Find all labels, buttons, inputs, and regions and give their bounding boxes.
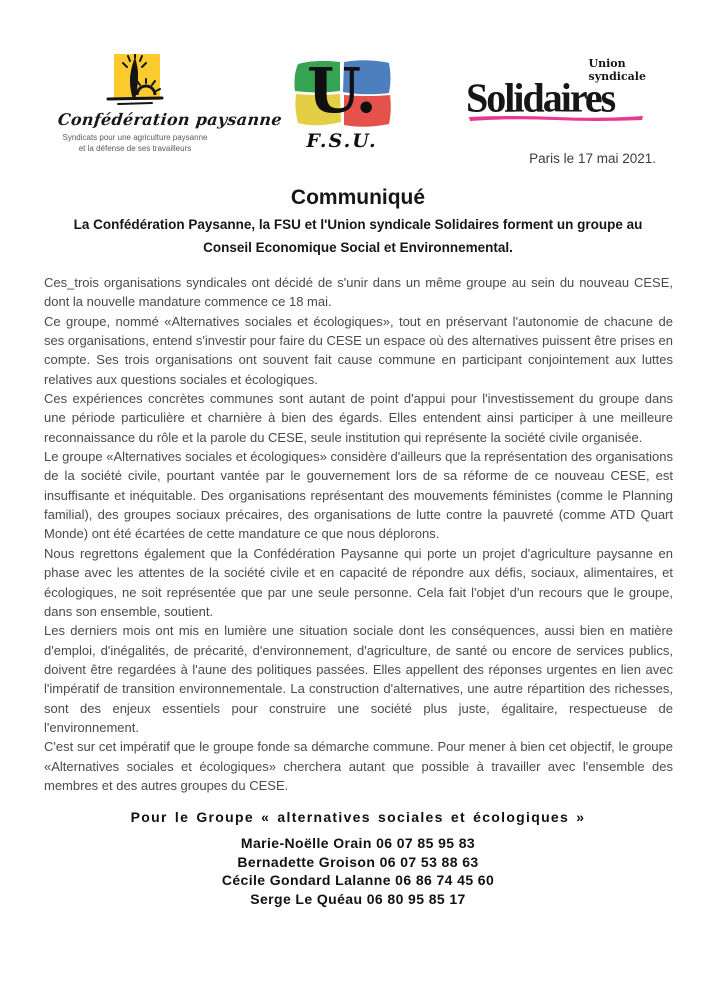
solidaires-union-line1: Union bbox=[588, 57, 626, 70]
paragraph: Les derniers mois ont mis en lumière une situation sociale dont les conséquences, aussi bien en matière d'emploi, d'inégalités, de précarité, d'environnement, d'agriculture, de santé ou encore de services publics, doivent être regardées à l'aune des politiques passées. Elles appellent des réponses urgentes en lien avec l'impératif de transition environnementale. La construction d'alternatives, une autre répartition des richesses, sont des enjeux essentiels pour construire une société plus juste, égalitaire, respectueuse de l'environnement. bbox=[44, 623, 673, 735]
solidaires-wordmark: Solidaires bbox=[466, 74, 615, 121]
date-line: Paris le 17 mai 2021. bbox=[529, 151, 656, 166]
paragraph: C'est sur cet impératif que le groupe fonde sa démarche commune. Pour mener à bien cet objectif, le groupe «Alternatives sociales et écologiques» cherchera autant que possible à travailler avec l'ensemble des membres et des autres groupes du CESE. bbox=[44, 739, 673, 793]
signature-block bbox=[0, 809, 716, 908]
paragraph: Ces_trois organisations syndicales ont décidé de s'unir dans un même groupe au sein du nouveau CESE, dont la nouvelle mandature commence ce 18 mai. bbox=[44, 275, 673, 310]
fsu-wordmark: F.S.U. bbox=[306, 130, 378, 152]
footer-heading: Pour le Groupe « alternatives sociales et écologiques » bbox=[130, 809, 586, 826]
subtitle-line1: La Confédération Paysanne, la FSU et l'Union syndicale Solidaires forment un groupe au bbox=[73, 217, 643, 232]
subtitle bbox=[0, 214, 716, 259]
page-title: Communiqué bbox=[290, 186, 426, 209]
subtitle-line2: Conseil Economique Social et Environnemental. bbox=[203, 239, 513, 255]
contact-line: Bernadette Groison 06 07 53 88 63 bbox=[237, 853, 479, 870]
fsu-color-blocks-icon bbox=[290, 54, 394, 128]
paragraph: Ces expériences concrètes communes sont autant de point d'appui pour l'investissement du groupe dans une période particulière et charnière à bien des égards. Elles entendent ainsi participer à une meilleure reconnaissance du rôle et la parole du CESE, seule institution qui représente la société civile organisée. bbox=[44, 391, 673, 445]
confederation-paysanne-wordmark: Confédération paysanne bbox=[57, 110, 283, 129]
solidaires-union-line2: syndicale bbox=[588, 69, 646, 83]
document-content bbox=[0, 186, 716, 908]
paragraph: Ce groupe, nommé «Alternatives sociales et écologiques», tout en préservant l'autonomie de chacune de ses organisations, entend s'investir pour faire du CESE un espace où des alternatives puissent être prises en compte. Ses trois organisations ont souvent fait cause commune en participant conjointement aux luttes relatives aux questions sociales et écologiques. bbox=[44, 313, 673, 387]
confederation-paysanne-emblem-icon bbox=[106, 54, 164, 108]
paragraph: Le groupe «Alternatives sociales et écologiques» considère d'ailleurs que la représentation des organisations de la société civile, pourtant vantée par le gouvernement lors de sa réforme de ce nouveau CESE, est insuffisante et inéquitable. Des organisations représentant des mouvements féministes (comme le Planning familial), des groupes sociaux précaires, des organisations de lutte contre la pauvreté (comme ATD Quart Monde) ont été écartées de cette mandature ce que nous déplorons. bbox=[44, 449, 673, 542]
paragraph: Nous regrettons également que la Confédération Paysanne qui porte un projet d'agriculture paysanne en phase avec les attentes de la société civile et en capacité de répondre aux défis, sociaux, alimentaires, et écologiques, ne soit représentée que par une seule personne. Cela fait l'objet d'un recours que le groupe, dans son ensemble, soutient. bbox=[44, 545, 673, 619]
body-text bbox=[44, 273, 673, 795]
contact-line: Cécile Gondard Lalanne 06 86 74 45 60 bbox=[221, 872, 495, 889]
fsu-u-mark: U. bbox=[307, 54, 377, 127]
logo-fsu bbox=[286, 54, 398, 152]
confederation-tagline-line1: Syndicats pour une agriculture paysanne bbox=[62, 133, 208, 142]
contact-line: Marie-Noëlle Orain 06 07 85 95 83 bbox=[240, 835, 476, 852]
contact-line: Serge Le Quéau 06 80 95 85 17 bbox=[250, 890, 466, 907]
logo-solidaires bbox=[466, 58, 656, 122]
confederation-tagline-line2: et la défense de ses travailleurs bbox=[78, 143, 192, 153]
logo-confederation-paysanne bbox=[57, 54, 283, 154]
